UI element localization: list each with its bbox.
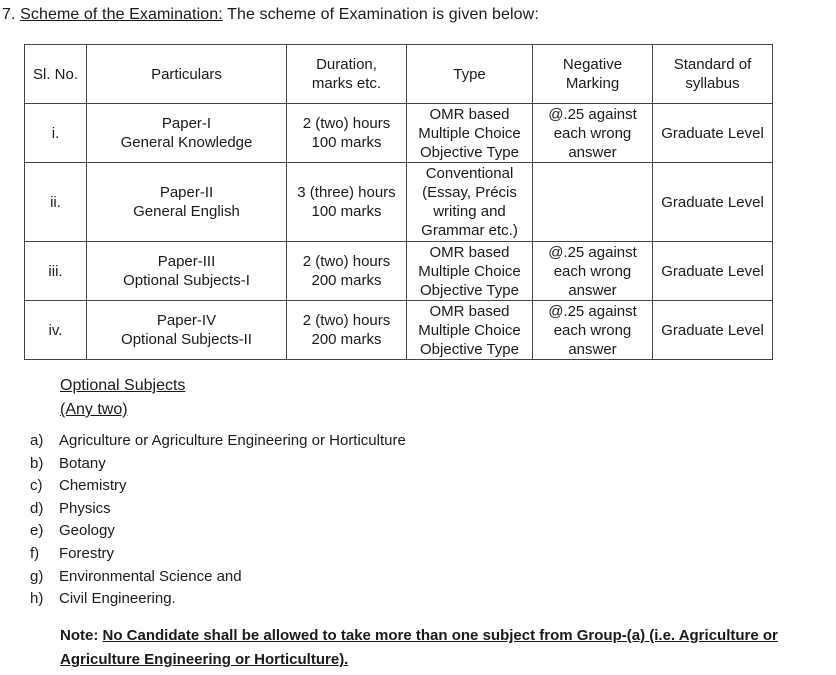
list-marker: d) <box>30 499 44 517</box>
cell-type-line: OMR based <box>429 105 510 123</box>
note <box>60 624 800 672</box>
cell-duration-line: 2 (two) hours <box>302 312 391 329</box>
header-duration-line: marks etc. <box>311 75 382 92</box>
cell-negative-marking-line: answer <box>568 143 617 161</box>
cell-particulars-line: General English <box>133 203 240 220</box>
cell-duration <box>287 242 407 301</box>
cell-type-line: Multiple Choice <box>418 262 521 280</box>
cell-negative-marking-line: @.25 against <box>548 243 637 261</box>
list-item <box>30 498 406 521</box>
cell-particulars-line: Paper-I <box>161 115 212 132</box>
cell-type <box>407 301 533 360</box>
cell-negative-marking-line: each wrong <box>553 321 632 339</box>
cell-type-line: OMR based <box>429 243 510 261</box>
cell-standard: Graduate Level <box>653 163 773 242</box>
cell-particulars <box>87 104 287 163</box>
cell-particulars-line: Optional Subjects-I <box>123 272 250 289</box>
cell-particulars-line: Optional Subjects-II <box>121 331 252 348</box>
cell-negative-marking <box>533 163 653 242</box>
examination-scheme-table <box>24 44 773 360</box>
list-marker: h) <box>30 590 44 608</box>
cell-type-line: writing and <box>433 203 506 220</box>
subject-name: Environmental Science and <box>59 567 242 585</box>
cell-duration-line: 200 marks <box>311 272 382 289</box>
cell-negative-marking-line: @.25 against <box>548 302 637 320</box>
subject-name: Forestry <box>59 544 115 562</box>
note-label: Note: <box>60 627 99 644</box>
cell-type <box>407 163 533 242</box>
subject-name: Botany <box>59 454 106 472</box>
table-header-row <box>25 45 773 104</box>
cell-negative-marking <box>533 104 653 163</box>
list-marker: e) <box>30 522 44 540</box>
cell-particulars-line: Paper-III <box>157 253 216 270</box>
section-heading <box>2 6 539 24</box>
subject-name: Agriculture or Agriculture Engineering or Horticulture <box>59 432 406 449</box>
cell-type-line: Multiple Choice <box>418 321 521 339</box>
header-duration <box>287 45 407 104</box>
cell-negative-marking <box>533 301 653 360</box>
cell-duration-line: 100 marks <box>311 203 382 220</box>
header-negative-line: Negative <box>562 56 623 73</box>
cell-duration-line: 3 (three) hours <box>297 184 396 201</box>
cell-duration <box>287 301 407 360</box>
cell-sl-no: iv. <box>25 301 87 360</box>
cell-particulars <box>87 163 287 242</box>
optional-subjects-list <box>30 430 406 611</box>
cell-negative-marking-line: each wrong <box>553 262 632 280</box>
header-type: Type <box>407 45 533 104</box>
subject-name: Chemistry <box>59 477 127 495</box>
table-row <box>25 163 773 242</box>
cell-standard: Graduate Level <box>653 104 773 163</box>
list-item <box>30 520 406 543</box>
section-intro: The scheme of Examination is given below: <box>222 6 539 23</box>
cell-type-line: Objective Type <box>420 281 519 299</box>
list-marker: c) <box>30 477 43 495</box>
table-row <box>25 301 773 360</box>
cell-particulars <box>87 301 287 360</box>
cell-type-line: Grammar etc.) <box>421 222 518 239</box>
cell-sl-no: i. <box>25 104 87 163</box>
cell-type <box>407 242 533 301</box>
section-number: 7. <box>2 6 21 23</box>
cell-type-line: Multiple Choice <box>418 124 521 142</box>
cell-duration-line: 2 (two) hours <box>302 253 391 270</box>
header-negative-line: Marking <box>565 75 620 92</box>
cell-negative-marking-line: answer <box>568 281 617 299</box>
cell-type-line: (Essay, Précis <box>422 184 517 201</box>
header-particulars: Particulars <box>87 45 287 104</box>
cell-negative-marking <box>533 242 653 301</box>
cell-type-line: Conventional <box>425 165 514 182</box>
cell-duration <box>287 104 407 163</box>
cell-duration-line: 100 marks <box>311 134 382 151</box>
list-marker: f) <box>30 544 40 562</box>
cell-negative-marking-line: each wrong <box>553 124 632 142</box>
optional-subjects-title: Optional Subjects <box>60 377 186 394</box>
header-negative-marking <box>533 45 653 104</box>
list-marker: g) <box>30 567 44 585</box>
cell-particulars-line: Paper-II <box>159 184 214 201</box>
header-sl-no: Sl. No. <box>25 45 87 104</box>
list-item <box>30 453 406 476</box>
cell-duration-line: 200 marks <box>311 331 382 348</box>
cell-particulars <box>87 242 287 301</box>
subject-name: Civil Engineering. <box>59 590 176 608</box>
cell-particulars-line: General Knowledge <box>120 134 253 151</box>
list-marker: b) <box>30 454 44 472</box>
table-row <box>25 242 773 301</box>
note-text: No Candidate shall be allowed to take more than one subject from Group-(a) (i.e. Agriculture or Agriculture Engineering or Horticulture). <box>60 627 778 668</box>
section-title: Scheme of the Examination: <box>20 6 223 23</box>
list-item <box>30 475 406 498</box>
cell-type-line: OMR based <box>429 302 510 320</box>
cell-type <box>407 104 533 163</box>
header-standard-line: syllabus <box>685 75 740 92</box>
cell-sl-no: iii. <box>25 242 87 301</box>
header-standard <box>653 45 773 104</box>
cell-duration <box>287 163 407 242</box>
list-item <box>30 588 406 611</box>
cell-type-line: Objective Type <box>420 143 519 161</box>
optional-subjects-heading <box>60 374 185 422</box>
cell-negative-marking-line: @.25 against <box>548 105 637 123</box>
list-marker: a) <box>30 432 44 449</box>
cell-standard: Graduate Level <box>653 242 773 301</box>
cell-negative-marking-line: answer <box>568 340 617 358</box>
list-item <box>30 566 406 589</box>
optional-subjects-subtitle: (Any two) <box>60 401 128 418</box>
cell-standard: Graduate Level <box>653 301 773 360</box>
subject-name: Geology <box>59 522 115 540</box>
list-item <box>30 430 406 453</box>
cell-duration-line: 2 (two) hours <box>302 115 391 132</box>
header-duration-line: Duration, <box>316 56 377 73</box>
list-item <box>30 543 406 566</box>
header-standard-line: Standard of <box>673 56 752 73</box>
table-row <box>25 104 773 163</box>
cell-sl-no: ii. <box>25 163 87 242</box>
cell-type-line: Objective Type <box>420 340 519 358</box>
subject-name: Physics <box>59 499 111 517</box>
cell-particulars-line: Paper-IV <box>156 312 217 329</box>
